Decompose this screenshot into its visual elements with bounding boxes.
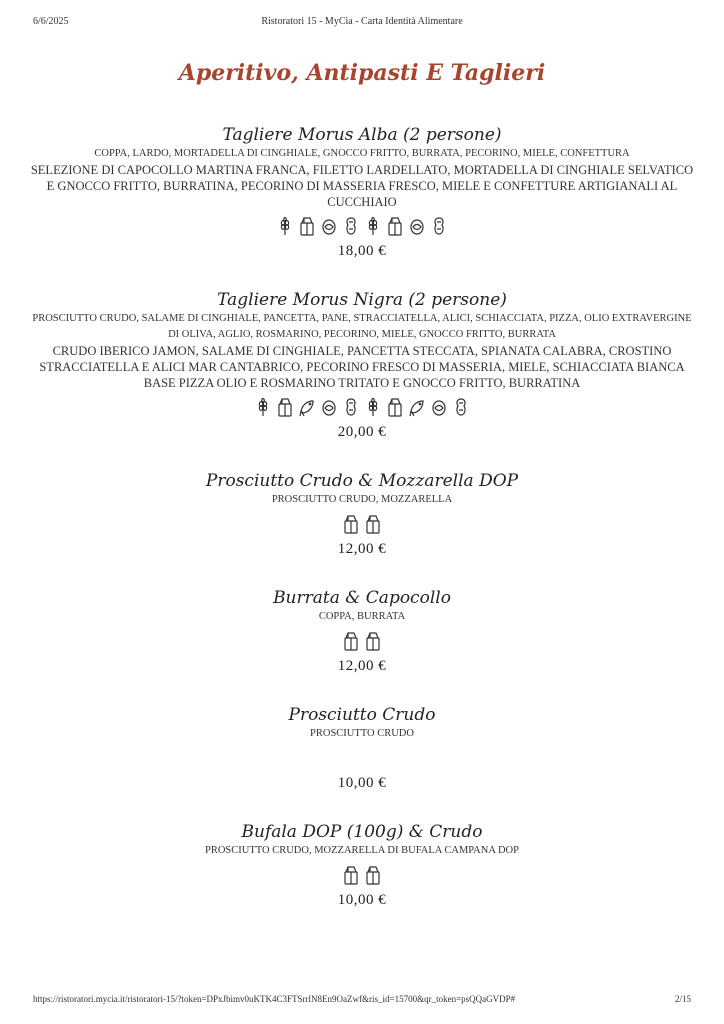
egg-icon: [321, 216, 337, 236]
milk-icon: [343, 865, 359, 885]
allergen-icons: [30, 514, 694, 536]
menu-list: [30, 124, 694, 938]
dish-name: Bufala DOP (100g) & Crudo: [241, 822, 483, 842]
dish-ingredients: COPPA, LARDO, MORTADELLA DI CINGHIALE, GNOCCO FRITTO, BURRATA, PECORINO, MIELE, CONFETTURA: [94, 148, 630, 159]
dish-item: [30, 470, 694, 560]
print-url: https://ristoratori.mycia.it/ristoratori-15/?token=DPxJbimv0uKTK4C3FTSrrlN8En9OaZwf&ris_id=15700&qr_token=psQQaGVDP#: [33, 994, 516, 1004]
dish-item: [30, 289, 694, 443]
milk-icon: [387, 397, 403, 417]
dish-item: [30, 587, 694, 677]
dish-ingredients: PROSCIUTTO CRUDO: [310, 728, 414, 739]
allergen-icons: [30, 216, 694, 238]
dish-item: [30, 124, 694, 262]
egg-icon: [409, 216, 425, 236]
dish-name: Burrata & Capocollo: [273, 588, 451, 608]
wheat-icon: [277, 216, 293, 236]
dish-price: 20,00 €: [337, 424, 387, 440]
milk-icon: [365, 514, 381, 534]
allergen-icons: [30, 748, 694, 770]
section-title: Aperitivo, Antipasti E Taglieri: [178, 60, 546, 86]
milk-icon: [277, 397, 293, 417]
wheat-icon: [365, 397, 381, 417]
allergen-icons: [30, 865, 694, 887]
peanut-icon: [343, 397, 359, 417]
fish-icon: [409, 397, 425, 417]
page-number: 2/15: [674, 994, 691, 1004]
print-header: [0, 16, 724, 30]
print-footer: [0, 994, 724, 1008]
dish-name: Tagliere Morus Nigra (2 persone): [217, 290, 507, 310]
dish-item: [30, 704, 694, 794]
egg-icon: [321, 397, 337, 417]
dish-description: SELEZIONE DI CAPOCOLLO MARTINA FRANCA, FILETTO LARDELLATO, MORTADELLA DI CINGHIALE SELVATICO E GNOCCO FRITTO, BURRATINA, PECORINO DI MASSERIA FRESCO, MIELE E CONFETTURE ARTIGIANALI AL CUCCHIAIO: [30, 163, 694, 209]
allergen-icons: [30, 631, 694, 653]
milk-icon: [365, 865, 381, 885]
dish-name: Prosciutto Crudo: [288, 705, 436, 725]
peanut-icon: [343, 216, 359, 236]
dish-price: 12,00 €: [337, 541, 387, 557]
dish-price: 10,00 €: [337, 892, 387, 908]
milk-icon: [365, 631, 381, 651]
dish-description: CRUDO IBERICO JAMON, SALAME DI CINGHIALE, PANCETTA STECCATA, SPIANATA CALABRA, CROSTINO STRACCIATELLA E ALICI MAR CANTABRICO, PECORINO FRESCO DI MASSERIA, MIELE, SCHIACCIATA BIANCA BASE PIZZA OLIO E ROSMARINO TRITATO E GNOCCO FRITTO, BURRATINA: [39, 344, 685, 390]
dish-price: 18,00 €: [337, 243, 387, 259]
milk-icon: [387, 216, 403, 236]
dish-item: [30, 821, 694, 911]
print-date: 6/6/2025: [33, 16, 69, 27]
dish-ingredients: PROSCIUTTO CRUDO, MOZZARELLA DI BUFALA CAMPANA DOP: [205, 845, 519, 856]
wheat-icon: [365, 216, 381, 236]
milk-icon: [343, 631, 359, 651]
milk-icon: [299, 216, 315, 236]
milk-icon: [343, 514, 359, 534]
dish-price: 10,00 €: [337, 775, 387, 791]
dish-ingredients: COPPA, BURRATA: [318, 611, 406, 622]
dish-ingredients: PROSCIUTTO CRUDO, SALAME DI CINGHIALE, PANCETTA, PANE, STRACCIATELLA, ALICI, SCHIACCIATA, PIZZA, OLIO EXTRAVERGINE DI OLIVA, AGLIO, ROSMARINO, PECORINO, MIELE, GNOCCO FRITTO, BURRATA: [32, 313, 692, 340]
dish-name: Tagliere Morus Alba (2 persone): [222, 125, 502, 145]
egg-icon: [431, 397, 447, 417]
peanut-icon: [431, 216, 447, 236]
print-document-title: Ristoratori 15 - MyCia - Carta Identità Alimentare: [261, 16, 463, 27]
peanut-icon: [453, 397, 469, 417]
dish-name: Prosciutto Crudo & Mozzarella DOP: [205, 471, 519, 491]
dish-ingredients: PROSCIUTTO CRUDO, MOZZARELLA: [271, 494, 453, 505]
allergen-icons: [30, 397, 694, 419]
dish-price: 12,00 €: [337, 658, 387, 674]
fish-icon: [299, 397, 315, 417]
wheat-icon: [255, 397, 271, 417]
